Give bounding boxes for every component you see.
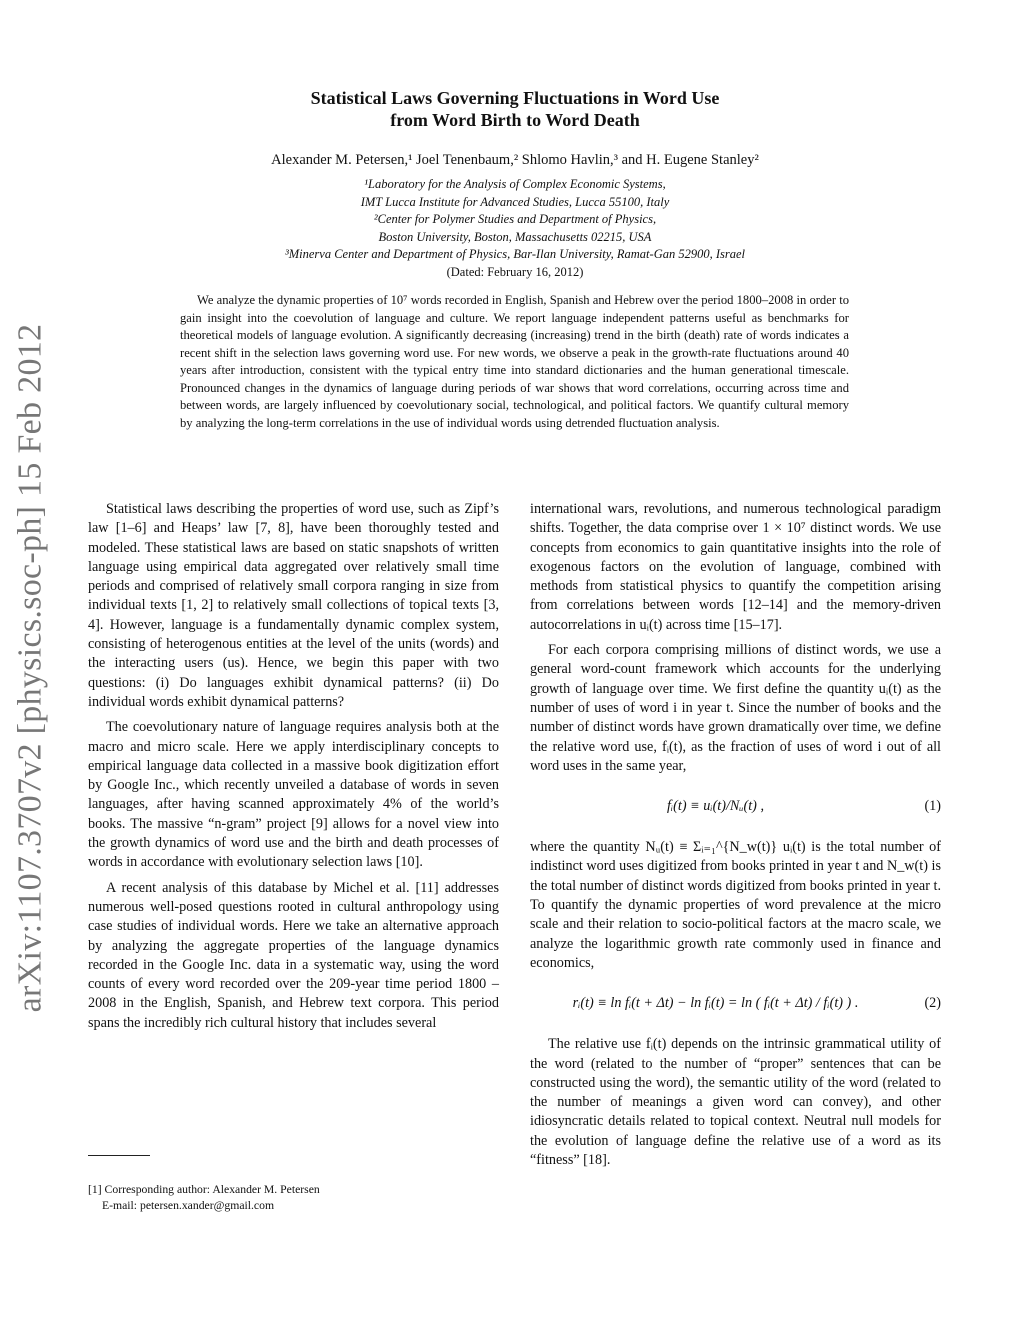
author-list: Alexander M. Petersen,¹ Joel Tenenbaum,² Shlomo Havlin,³ and H. Eugene Stanley²: [271, 152, 759, 168]
affiliation-line: ²Center for Polymer Studies and Department of Physics,: [373, 212, 657, 226]
equation-2: [530, 981, 941, 1025]
paragraph: A recent analysis of this database by Michel et al. [11] addresses numerous well-posed questions rooted in cultural anthropology using case studies of individual words. Here we take an alternative approach by analyzing the aggregate properties of the language dynamics recorded in the Google Inc. data in a systematic way, using the word counts of every word recorded over the 209-year time period 1800 – 2008 in the English, Spanish, and Hebrew text corpora. This period spans the incredibly rich cultural history that includes several: [88, 879, 499, 1031]
paragraph: international wars, revolutions, and numerous technological paradigm shifts. Together, the data comprise over 1 × 10⁷ distinct words. We use concepts from economics to gain quantitative insights into the role of exogenous factors on the evolution of language, combined with methods from statistical physics to quantify the competition arising from correlations between words [12–14] and the memory-driven autocorrelations in uᵢ(t) across time [15–17].: [530, 501, 941, 633]
equation-1-number: (1): [924, 797, 941, 814]
paragraph: The relative use fᵢ(t) depends on the intrinsic grammatical utility of the word (related to the number of “proper” sentences that can be constructed using the word), the semantic utility of the word (related to the number of meanings a given word can convey), and other idiosyncratic details related to topical context. Neutral null models for the evolution of language define the relative use of a word as its “fitness” [18].: [530, 1036, 941, 1169]
arxiv-sidebar-stamp: [2, 320, 58, 1015]
affiliation-line: IMT Lucca Institute for Advanced Studies, Lucca 55100, Italy: [360, 194, 670, 209]
left-column: [88, 500, 499, 1039]
affiliation-line: Boston University, Boston, Massachusetts 02215, USA: [378, 229, 652, 244]
paper-title: [150, 87, 880, 131]
equation-2-expression: rᵢ(t) ≡ ln fᵢ(t + Δt) − ln fᵢ(t) = ln ( fᵢ(t + Δt) / fᵢ(t) ) .: [572, 994, 859, 1011]
footnote-email: E-mail: petersen.xander@gmail.com: [102, 1199, 275, 1212]
title-line-2: from Word Birth to Word Death: [390, 110, 640, 130]
equation-1: [530, 784, 941, 828]
paragraph: Statistical laws describing the properties of word use, such as Zipf’s law [1–6] and Heaps’ law [7, 8], have been thoroughly tested and modeled. These statistical laws are based on static snapshots of written language using empirical data aggregated over relatively small time periods and comprised of relatively small corpora ranging in size from individual texts [1, 2] to relatively small collections of topical texts [3, 4]. However, language is a fundamentally dynamic complex system, consisting of heterogenous entities at the level of the units (words) and the interacting users (us). Hence, we begin this paper with two questions: (i) Do languages exhibit dynamical patterns? (ii) Do individual words exhibit dynamical patterns?: [88, 501, 499, 710]
equation-2-number: (2): [924, 994, 941, 1011]
footnote-rule: [88, 1155, 150, 1156]
footnote-line: [1] Corresponding author: Alexander M. Petersen: [88, 1183, 320, 1196]
affiliations: [150, 176, 880, 264]
affiliation-line: ¹Laboratory for the Analysis of Complex Economic Systems,: [364, 177, 666, 191]
abstract: We analyze the dynamic properties of 10⁷ words recorded in English, Spanish and Hebrew over the period 1800–2008 in order to gain insight into the coevolution of language and culture. We report language independent patterns useful as benchmarks for theoretical models of language evolution. A significantly decreasing (increasing) trend in the birth (death) rate of words indicates a recent shift in the selection laws governing word use. For new words, we observe a peak in the growth-rate fluctuations around 40 years after introduction, consistent with the typical entry time into standard dictionaries and the human generational timescale. Pronounced changes in the dynamics of language during periods of war shows that word correlations, occurring across time and between words, are largely influenced by coevolutionary social, technological, and political factors. We quantify cultural memory by analyzing the long-term correlations in the use of individual words using detrended fluctuation analysis.: [180, 293, 849, 430]
title-line-1: Statistical Laws Governing Fluctuations in Word Use: [310, 88, 720, 108]
equation-1-expression: fᵢ(t) ≡ uᵢ(t)/Nᵤ(t) ,: [666, 797, 765, 814]
paragraph: For each corpora comprising millions of distinct words, we use a general word-count framework which accounts for the underlying growth of language over time. We first define the quantity uᵢ(t) as the number of uses of word i in year t. Since the number of books and the number of distinct words have grown dramatically over time, we define the relative word use, fᵢ(t), as the fraction of uses of word i out of all word uses in the same year,: [530, 642, 941, 774]
right-column: [530, 500, 941, 1176]
paragraph: The coevolutionary nature of language requires analysis both at the macro and micro scale. Here we apply interdisciplinary concepts to empirical language data collected in a massive book digitization effort by Google Inc., which recently unveiled a database of words in seven languages, after having scanned approximately 4% of the world’s books. The massive “n-gram” project [9] allows for a novel view into the growth dynamics of word use and the birth and death processes of words in accordance with evolutionary selection laws [10].: [88, 719, 499, 871]
dated-line: (Dated: February 16, 2012): [446, 265, 584, 279]
affiliation-line: ³Minerva Center and Department of Physics, Bar-Ilan University, Ramat-Gan 52900, Israel: [284, 247, 746, 261]
arxiv-identifier: arXiv:1107.3707v2 [physics.soc-ph] 15 Feb 2012: [11, 323, 48, 1012]
footnote: [88, 1182, 499, 1214]
paragraph: where the quantity Nᵤ(t) ≡ Σᵢ₌₁^{N_w(t)} uᵢ(t) is the total number of indistinct word uses digitized from books printed in year t and N_w(t) is the total number of distinct words digitized from books printed in year t. To quantify the dynamic properties of word prevalence at the micro scale and their relation to socio-political factors at the macro scale, we analyze the logarithmic growth rate commonly used in finance and economics,: [530, 839, 941, 971]
